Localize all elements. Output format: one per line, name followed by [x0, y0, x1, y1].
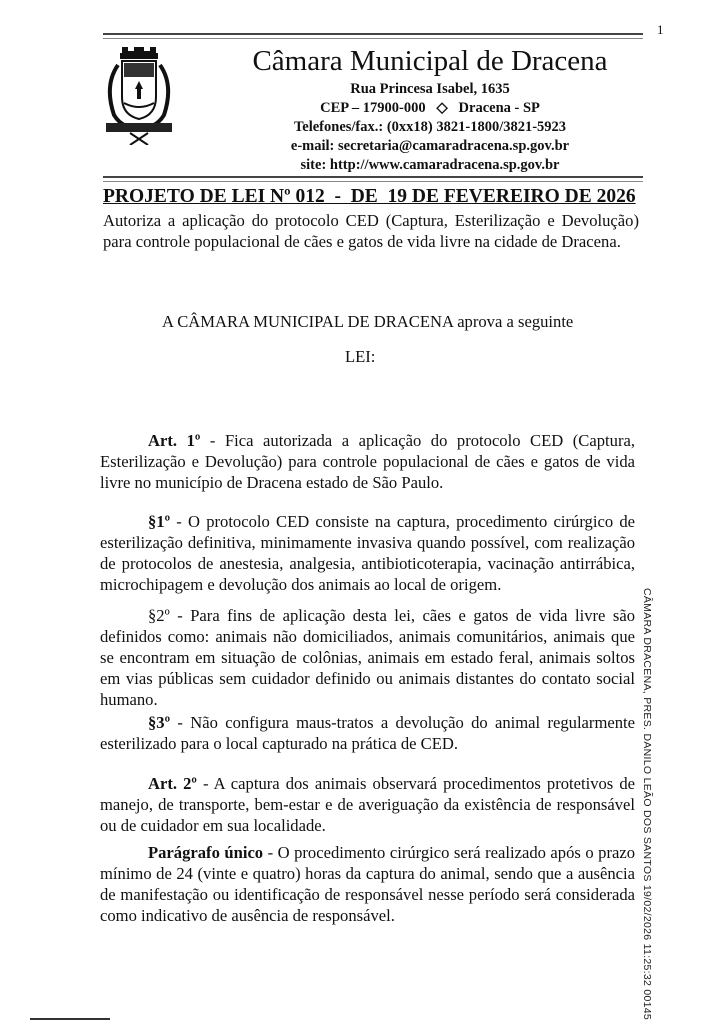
article-label: Art. 1º: [148, 431, 201, 450]
website: site: http://www.camaradracena.sp.gov.br: [300, 157, 560, 173]
article-text: - A captura dos animais observará procedimentos protetivos de manejo, de transporte, bem-estar e de averiguação da existência de responsável ou de cuidador em sua localidade.: [100, 774, 636, 835]
page-number: 1: [657, 22, 664, 37]
email: e-mail: secretaria@camaradracena.sp.gov.br: [290, 138, 570, 154]
article-label: §1º: [148, 512, 171, 531]
header-top-rule: [103, 33, 643, 39]
phones: Telefones/fax.: (0xx18) 3821-1800/3821-5923: [293, 119, 567, 135]
paragraph-2: [100, 605, 635, 710]
scan-mark: [30, 1018, 110, 1020]
address: Rua Princesa Isabel, 1635: [350, 81, 510, 97]
lei-heading: LEI:: [345, 347, 376, 366]
article-label: Art. 2º: [148, 774, 197, 793]
sole-paragraph: [100, 842, 635, 926]
article-label: §3º: [148, 713, 171, 732]
city: Dracena - SP: [458, 100, 540, 116]
paragraph-1: [100, 511, 635, 595]
article-1: [100, 430, 635, 493]
article-text: - O protocolo CED consiste na captura, procedimento cirúrgico de esterilização definitiva, minimamente invasiva quando possível, com realização de protocolos de anestesia, analgesia, antibioticoterapia, vacinação antirrábica, microchipagem e devolução dos animais ao local de origem.: [100, 512, 635, 594]
cep: CEP – 17900-000: [320, 100, 426, 116]
protocol-stamp: CÂMARA DRACENA, PRES. DANILO LEÃO DOS SANTOS 19/02/2026 11:25:32 00145: [641, 588, 653, 1021]
article-text: - O procedimento cirúrgico será realizado após o prazo mínimo de 24 (vinte e quatro) horas da captura do animal, sendo que a ausência de manifestação ou identificação de responsável nesse período será considerada como indicativo de ausência de responsável.: [100, 843, 635, 925]
article-label: §2º: [148, 606, 170, 625]
preamble: A CÂMARA MUNICIPAL DE DRACENA aprova a seguinte: [162, 312, 574, 331]
bill-summary: Autoriza a aplicação do protocolo CED (Captura, Esterilização e Devolução) para controle populacional de cães e gatos de vida livre na cidade de Dracena.: [103, 211, 639, 251]
header-bottom-rule: [103, 176, 643, 182]
institution-title: Câmara Municipal de Dracena: [252, 45, 608, 77]
article-label: Parágrafo único: [148, 843, 264, 862]
article-2: [100, 773, 635, 836]
coat-of-arms-logo: [100, 45, 178, 145]
article-text: - Fica autorizada a aplicação do protocolo CED (Captura, Esterilização e Devolução) para controle populacional de cães e gatos de vida livre no município de Dracena estado de São Paulo.: [100, 431, 635, 492]
cep-city: CEP – 17900-000 ◇ Dracena - SP: [320, 100, 540, 116]
article-text: - Não configura maus-tratos a devolução do animal regularmente esterilizado para o local capturado na prática de CED.: [100, 713, 635, 753]
paragraph-3: [100, 712, 635, 754]
bill-title: PROJETO DE LEI Nº 012 - DE 19 DE FEVEREIRO DE 2026: [103, 186, 636, 207]
article-text: - Para fins de aplicação desta lei, cães e gatos de vida livre são definidos como: animais não domiciliados, animais comunitários, animais que se encontram em situação de colônias, animais em estado feral, animais soltos em vias públicas sem cuidador definido ou animais distantes do contato social humano.: [100, 606, 635, 709]
